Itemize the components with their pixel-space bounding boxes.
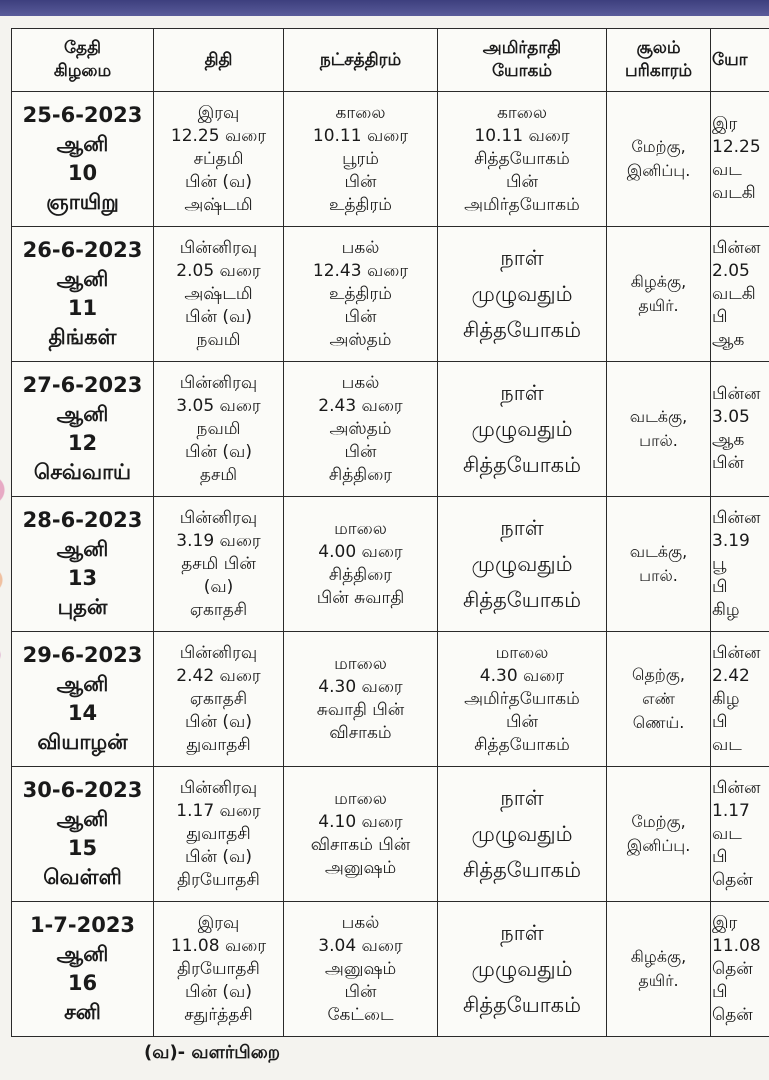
nakshatra-line: மாலை	[334, 654, 387, 674]
tithi-line: ஏகாதசி	[189, 688, 248, 709]
date-line: 29-6-2023	[22, 643, 143, 667]
cell-yogam	[438, 92, 607, 227]
cell-soolam	[607, 767, 711, 902]
nakshatra-line: பகல்	[341, 237, 380, 258]
yogam-line: 4.30 வரை	[479, 665, 565, 686]
extra-line: இர	[712, 912, 738, 933]
cell-soolam	[607, 497, 711, 632]
yogam-line: 10.11 வரை	[474, 125, 570, 146]
extra-line: ஆக	[712, 430, 745, 450]
yogam-line: சித்தயோகம்	[474, 148, 570, 169]
tithi-line: பின் (வ)	[185, 171, 252, 192]
nakshatra-line: அனுஷம்	[324, 858, 397, 878]
extra-line: தென்	[712, 958, 753, 979]
cell-yogam	[438, 497, 607, 632]
nakshatra-line: 4.30 வரை	[318, 677, 403, 697]
cell-tithi	[154, 92, 284, 227]
soolam-line: தயிர்.	[638, 971, 679, 990]
date-line: ஆனி	[56, 267, 109, 291]
tithi-line: பின்னிரவு	[179, 777, 258, 798]
extra-line: ஆக	[712, 329, 745, 350]
nakshatra-line: 10.11 வரை	[312, 125, 409, 146]
tithi-line: தசமி	[199, 464, 238, 485]
cell-extra	[711, 227, 769, 362]
date-line: ஆனி	[56, 402, 109, 426]
cell-tithi	[154, 497, 284, 632]
extra-line: வடகி	[712, 283, 756, 304]
cell-date	[12, 92, 154, 227]
legend-footnote: (வ)- வளர்பிறை	[144, 1042, 280, 1063]
tithi-line: பின் (வ)	[185, 981, 252, 1002]
date-line: 1-7-2023	[29, 913, 136, 937]
soolam-line: வடக்கு,	[629, 407, 688, 426]
extra-line: பி	[712, 306, 728, 327]
yogam-line: நாள்	[500, 246, 544, 270]
nakshatra-line: மாலை	[334, 789, 387, 809]
cell-yogam	[438, 227, 607, 362]
cell-date	[12, 362, 154, 497]
date-line: புதன்	[57, 595, 108, 619]
nakshatra-line: பின்	[344, 306, 377, 327]
cell-extra	[711, 902, 769, 1037]
yogam-line: நாள்	[500, 516, 544, 540]
nakshatra-line: பகல்	[341, 912, 380, 933]
tithi-line: பின்னிரவு	[179, 507, 258, 528]
date-line: 12	[67, 431, 98, 455]
cell-yogam	[438, 902, 607, 1037]
tithi-line: பின் (வ)	[185, 711, 252, 732]
table-row	[12, 902, 769, 1037]
nakshatra-line: 4.10 வரை	[318, 812, 403, 832]
cell-extra	[711, 497, 769, 632]
date-line: ஆனி	[56, 537, 109, 561]
cell-tithi	[154, 227, 284, 362]
yogam-line: அமிர்தயோகம்	[464, 194, 580, 215]
cell-extra	[711, 632, 769, 767]
tithi-line: (வ)	[203, 576, 234, 597]
date-line: திங்கள்	[48, 325, 117, 349]
tithi-line: சப்தமி	[193, 148, 244, 169]
table-row	[12, 767, 769, 902]
nakshatra-line: சுவாதி பின்	[316, 700, 405, 720]
table-row	[12, 497, 769, 632]
yogam-line: பின்	[506, 171, 538, 192]
header-extra	[711, 29, 769, 92]
date-line: 13	[67, 566, 98, 590]
header-line: நட்சத்திரம்	[319, 49, 402, 70]
yogam-line: மாலை	[495, 642, 549, 663]
extra-line: தென்	[712, 869, 753, 890]
date-line: 11	[67, 296, 98, 320]
extra-line: கிழ	[712, 688, 740, 709]
yogam-line: முழுவதும்	[471, 957, 573, 981]
extra-line: தென்	[712, 1004, 753, 1025]
header-line: யோகம்	[491, 61, 553, 81]
nakshatra-line: அஸ்தம்	[329, 418, 392, 439]
tithi-line: பின் (வ)	[185, 441, 252, 462]
yogam-line: சித்தயோகம்	[462, 318, 582, 342]
extra-line: 3.05	[712, 407, 750, 427]
extra-line: பி	[712, 576, 728, 597]
tithi-line: இரவு	[197, 912, 240, 933]
nakshatra-line: அனுஷம்	[324, 958, 397, 979]
nakshatra-line: மாலை	[334, 519, 387, 539]
tithi-line: பின் (வ)	[185, 846, 252, 867]
nakshatra-line: அஸ்தம்	[329, 329, 392, 350]
cell-extra	[711, 92, 769, 227]
cell-date	[12, 902, 154, 1037]
nakshatra-line: கேட்டை	[327, 1004, 394, 1025]
table-row	[12, 227, 769, 362]
tithi-line: 2.05 வரை	[176, 260, 261, 281]
cell-soolam	[607, 362, 711, 497]
extra-line: 11.08	[712, 935, 761, 956]
extra-line: 2.05	[712, 260, 750, 281]
header-line: சூலம்	[636, 38, 681, 58]
extra-line: பி	[712, 846, 728, 867]
yogam-line: சித்தயோகம்	[462, 993, 582, 1017]
table-row	[12, 632, 769, 767]
cell-nakshatra	[284, 902, 438, 1037]
soolam-line: பால்.	[639, 566, 678, 585]
soolam-line: வடக்கு,	[629, 542, 688, 561]
header-line: திதி	[204, 49, 233, 70]
nakshatra-line: 4.00 வரை	[318, 542, 403, 562]
tithi-line: 2.42 வரை	[176, 665, 261, 686]
yogam-line: காலை	[497, 102, 547, 123]
nakshatra-line: பின்	[344, 441, 377, 462]
extra-line: பி	[712, 711, 728, 732]
nakshatra-line: 3.04 வரை	[318, 935, 403, 956]
header-date	[12, 29, 154, 92]
extra-line: 3.19	[712, 530, 750, 551]
cell-yogam	[438, 362, 607, 497]
date-line: 10	[67, 161, 98, 185]
tithi-line: துவாதசி	[186, 823, 251, 844]
extra-line: வட	[712, 160, 742, 180]
nakshatra-line: பின்	[344, 171, 377, 192]
cell-tithi	[154, 902, 284, 1037]
cell-tithi	[154, 632, 284, 767]
tithi-line: இரவு	[197, 102, 240, 123]
yogam-line: பின்	[506, 711, 538, 732]
cell-nakshatra	[284, 362, 438, 497]
cell-nakshatra	[284, 92, 438, 227]
yogam-line: நாள்	[500, 921, 544, 945]
tithi-line: 1.17 வரை	[176, 800, 261, 821]
header-row	[12, 29, 769, 92]
yogam-line: நாள்	[500, 786, 544, 810]
date-line: 25-6-2023	[22, 103, 143, 127]
tithi-line: 3.05 வரை	[176, 395, 261, 416]
cell-nakshatra	[284, 632, 438, 767]
nakshatra-line: பகல்	[341, 372, 380, 393]
extra-line: பின்ன	[712, 507, 761, 528]
date-line: 26-6-2023	[22, 238, 143, 262]
header-yogam	[438, 29, 607, 92]
date-line: 15	[67, 836, 98, 860]
extra-line: 1.17	[712, 800, 750, 821]
panchangam-table	[11, 28, 769, 1037]
yogam-line: சித்தயோகம்	[462, 588, 582, 612]
nakshatra-line: உத்திரம்	[329, 283, 392, 304]
date-line: சனி	[64, 1000, 101, 1024]
nakshatra-line: பூரம்	[342, 148, 379, 169]
soolam-line: கிழக்கு,	[630, 272, 687, 291]
extra-line: பின்ன	[712, 384, 761, 404]
soolam-line: தெற்கு,	[632, 665, 685, 684]
soolam-line: தயிர்.	[638, 296, 679, 315]
soolam-line: ணெய்.	[632, 713, 685, 732]
date-line: ஆனி	[56, 672, 109, 696]
nakshatra-line: காலை	[335, 102, 386, 123]
tithi-line: பின் (வ)	[185, 306, 252, 327]
soolam-line: மேற்கு,	[631, 812, 686, 831]
nakshatra-line: விசாகம்	[329, 723, 392, 743]
tithi-line: 3.19 வரை	[176, 530, 261, 551]
soolam-line: பால்.	[639, 431, 678, 450]
nakshatra-line: சித்திரை	[328, 565, 393, 585]
date-line: வியாழன்	[37, 730, 128, 754]
extra-line: வட	[712, 823, 742, 844]
yogam-line: அமிர்தயோகம்	[464, 688, 580, 709]
header-line: பரிகாரம்	[624, 61, 693, 81]
nakshatra-line: பின்	[344, 981, 377, 1002]
tithi-line: திரயோதசி	[177, 958, 260, 979]
tithi-line: பின்னிரவு	[179, 372, 258, 393]
date-line: 16	[67, 971, 98, 995]
date-line: 14	[67, 701, 98, 725]
date-line: ஆனி	[56, 942, 109, 966]
extra-line: பி	[712, 981, 728, 1002]
cell-tithi	[154, 362, 284, 497]
extra-line: இர	[712, 114, 738, 134]
header-nakshatra	[284, 29, 438, 92]
nakshatra-line: 12.43 வரை	[312, 260, 409, 281]
nakshatra-line: சித்திரை	[328, 464, 393, 485]
cell-date	[12, 767, 154, 902]
date-line: 30-6-2023	[22, 778, 143, 802]
date-line: 28-6-2023	[22, 508, 143, 532]
cell-yogam	[438, 632, 607, 767]
tithi-line: அஷ்டமி	[184, 194, 253, 215]
extra-line: வட	[712, 734, 742, 755]
cell-tithi	[154, 767, 284, 902]
cell-soolam	[607, 92, 711, 227]
table-body	[12, 92, 769, 1037]
nakshatra-line: உத்திரம்	[329, 194, 392, 215]
cell-extra	[711, 767, 769, 902]
cell-nakshatra	[284, 227, 438, 362]
tithi-line: ஏகாதசி	[189, 599, 248, 620]
cell-soolam	[607, 632, 711, 767]
extra-line: கிழ	[712, 599, 740, 620]
cell-nakshatra	[284, 767, 438, 902]
extra-line: 2.42	[712, 665, 750, 686]
cell-yogam	[438, 767, 607, 902]
tithi-line: திரயோதசி	[177, 869, 260, 890]
tithi-line: சதுர்த்தசி	[184, 1004, 253, 1025]
cell-nakshatra	[284, 497, 438, 632]
table-row	[12, 92, 769, 227]
tithi-line: 11.08 வரை	[170, 935, 267, 956]
extra-line: பின்ன	[712, 777, 761, 798]
header-tithi	[154, 29, 284, 92]
cell-date	[12, 497, 154, 632]
cell-extra	[711, 362, 769, 497]
soolam-line: இனிப்பு.	[626, 161, 691, 180]
cell-date	[12, 632, 154, 767]
tithi-line: பின்னிரவு	[179, 642, 258, 663]
header-line: தேதி	[63, 38, 102, 58]
tithi-line: தசமி பின்	[181, 553, 256, 574]
extra-line: பூ	[712, 553, 727, 574]
header-line: யோ	[712, 49, 748, 70]
extra-line: பின்ன	[712, 237, 761, 258]
date-line: செவ்வாய்	[33, 460, 132, 484]
soolam-line: மேற்கு,	[631, 137, 686, 156]
nakshatra-line: 2.43 வரை	[318, 395, 403, 416]
nakshatra-line: விசாகம் பின்	[310, 835, 411, 855]
yogam-line: சித்தயோகம்	[462, 453, 582, 477]
header-line: கிழமை	[53, 61, 112, 81]
date-line: வெள்ளி	[43, 865, 122, 889]
tithi-line: நவமி	[196, 418, 241, 439]
tithi-line: 12.25 வரை	[170, 125, 267, 146]
yogam-line: நாள்	[500, 381, 544, 405]
extra-line: பின்ன	[712, 642, 761, 663]
header-line: அமிர்தாதி	[482, 38, 562, 58]
top-banner	[0, 0, 769, 16]
soolam-line: எண்	[642, 689, 675, 708]
yogam-line: சித்தயோகம்	[462, 858, 582, 882]
soolam-line: இனிப்பு.	[626, 836, 691, 855]
date-line: ஆனி	[56, 807, 109, 831]
tithi-line: நவமி	[196, 329, 241, 350]
date-line: ஆனி	[56, 132, 109, 156]
cell-date	[12, 227, 154, 362]
yogam-line: முழுவதும்	[471, 552, 573, 576]
header-soolam	[607, 29, 711, 92]
tithi-line: துவாதசி	[186, 734, 251, 755]
table-row	[12, 362, 769, 497]
tithi-line: அஷ்டமி	[184, 283, 253, 304]
date-line: 27-6-2023	[22, 373, 143, 397]
cell-soolam	[607, 902, 711, 1037]
yogam-line: முழுவதும்	[471, 417, 573, 441]
yogam-line: முழுவதும்	[471, 282, 573, 306]
date-line: ஞாயிறு	[46, 190, 119, 214]
nakshatra-line: பின் சுவாதி	[316, 588, 405, 608]
cell-soolam	[607, 227, 711, 362]
extra-line: வடகி	[712, 183, 756, 203]
yogam-line: சித்தயோகம்	[474, 734, 570, 755]
extra-line: பின்	[712, 453, 744, 473]
tithi-line: பின்னிரவு	[179, 237, 258, 258]
soolam-line: கிழக்கு,	[630, 947, 687, 966]
yogam-line: முழுவதும்	[471, 822, 573, 846]
extra-line: 12.25	[712, 137, 761, 157]
